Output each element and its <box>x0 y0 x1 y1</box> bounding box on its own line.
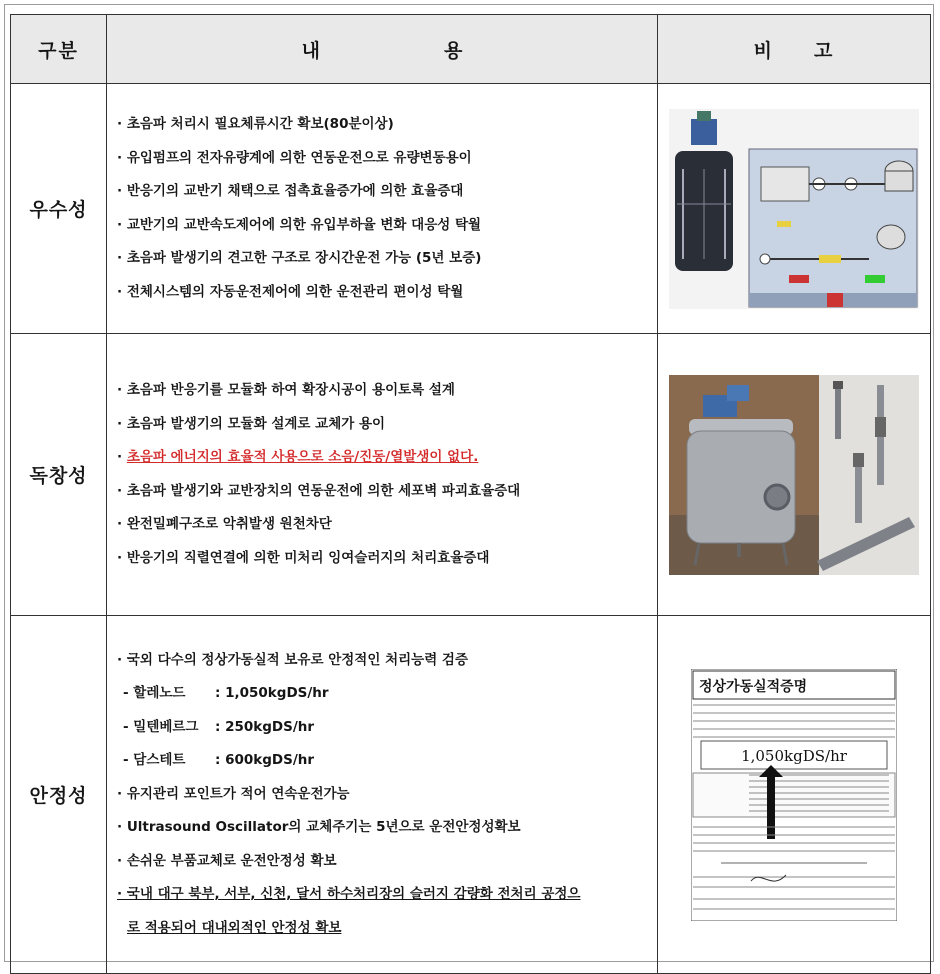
list-item: · 초음파 발생기와 교반장치의 연동운전에 의한 세포벽 파괴효율증대 <box>117 482 521 499</box>
table-row <box>11 84 931 334</box>
list-item: · 국내 대구 북부, 서부, 신천, 달서 하수처리장의 슬러지 감량화 전처리 공정으 <box>117 886 581 903</box>
list-item: · 초음파 반응기를 모듈화 하여 확장시공이 용이토록 설계 <box>117 382 455 398</box>
plant-name: - 담스테트 <box>123 752 186 769</box>
plant-capacity: : 1,050kgDS/hr <box>215 685 329 702</box>
list-item: · Ultrasound Oscillator의 교체주기는 5년으로 운전안정성확보 <box>117 819 521 836</box>
row-category: 우수성 <box>11 84 107 334</box>
highlight-text: 초음파 에너지의 효율적 사용으로 소음/진동/열발생이 없다. <box>126 449 479 465</box>
row-content <box>107 616 658 974</box>
header-note-char-1: 비 <box>753 39 774 62</box>
bullet: · <box>117 449 127 465</box>
list-item: · 교반기의 교반속도제어에 의한 유입부하율 변화 대응성 탁월 <box>117 216 482 233</box>
plant-capacity: : 600kgDS/hr <box>215 752 315 769</box>
plant-name: - 할레노드 <box>123 685 186 702</box>
row-note <box>658 616 931 974</box>
list-item: · 반응기의 교반기 채택으로 접촉효율증가에 의한 효율증대 <box>117 183 464 199</box>
list-item: · 유지관리 포인트가 적어 연속운전가능 <box>117 785 350 802</box>
certificate-value: 1,050kgDS/hr <box>741 746 847 765</box>
header-note-char-2: 고 <box>814 39 835 62</box>
plant-name: - 밀텐베르그 <box>123 718 199 735</box>
certificate-title: 정상가동실적증명 <box>699 678 808 695</box>
list-item: · 손쉬운 부품교체로 운전안정성 확보 <box>117 852 337 869</box>
list-item: 로 적용되어 대내외적인 안정성 확보 <box>127 919 342 936</box>
row-note <box>658 84 931 334</box>
row-category: 안정성 <box>11 616 107 974</box>
row-content <box>107 84 658 334</box>
header-content-char-1: 내 <box>301 39 320 62</box>
reactor-control-diagram-image <box>669 109 919 309</box>
row-note <box>658 334 931 616</box>
list-item: · 완전밀폐구조로 악취발생 원천차단 <box>117 516 332 532</box>
list-item-highlight <box>117 441 657 475</box>
reactor-photo-image <box>669 375 919 575</box>
list-item: · 반응기의 직렬연결에 의한 미처리 잉여슬러지의 처리효율증대 <box>117 549 490 566</box>
list-item: · 유입펌프의 전자유량계에 의한 연동운전으로 유량변동용이 <box>117 149 472 166</box>
list-item: · 초음파 처리시 필요체류시간 확보(80분이상) <box>117 116 394 132</box>
certificate-document-image <box>691 669 897 921</box>
header-note <box>658 15 931 84</box>
comparison-table <box>10 14 931 974</box>
list-item: · 초음파 발생기의 견고한 구조로 장시간운전 가능 (5년 보증) <box>117 250 482 266</box>
table-row <box>11 616 931 974</box>
header-content <box>107 15 658 84</box>
table-row <box>11 334 931 616</box>
table-header-row <box>11 15 931 84</box>
plant-capacity-item <box>117 711 657 745</box>
header-category: 구분 <box>11 15 107 84</box>
row-content <box>107 334 658 616</box>
list-item: · 전체시스템의 자동운전제어에 의한 운전관리 편이성 탁월 <box>117 283 464 300</box>
list-item: · 국외 다수의 정상가동실적 보유로 안정적인 처리능력 검증 <box>117 651 469 668</box>
plant-capacity-item <box>117 744 657 778</box>
list-item: · 초음파 발생기의 모듈화 설계로 교체가 용이 <box>117 415 386 432</box>
row-category: 독창성 <box>11 334 107 616</box>
plant-capacity: : 250kgDS/hr <box>215 718 315 735</box>
header-content-char-2: 용 <box>444 39 463 62</box>
plant-capacity-item <box>117 677 657 711</box>
